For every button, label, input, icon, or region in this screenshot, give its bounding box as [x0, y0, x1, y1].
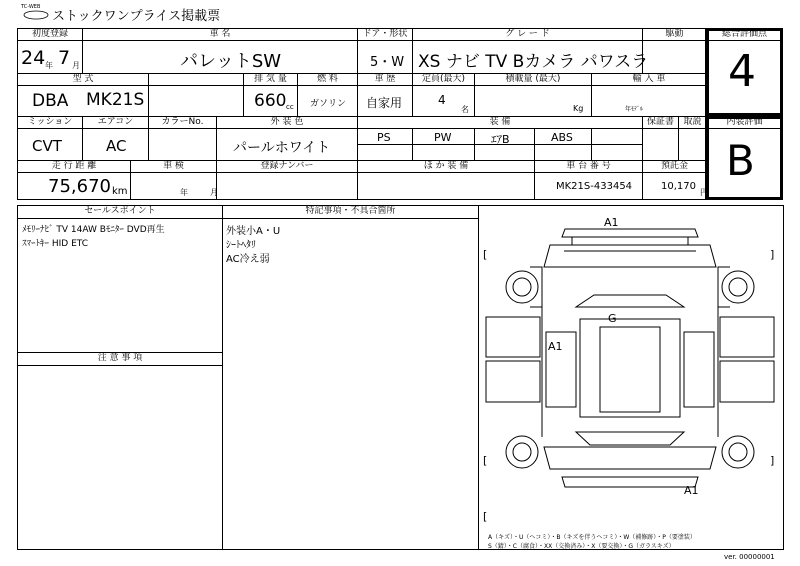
fuel-label: 燃 料 — [317, 74, 338, 84]
chassis-label: 車 台 番 号 — [566, 161, 611, 171]
equipment-item: ｴｱB — [491, 133, 510, 146]
reg-year: 24 — [21, 47, 46, 69]
interior-score: B — [726, 136, 755, 185]
capacity-unit: 名 — [461, 105, 469, 114]
diagram-legend-line: S（錆）・C（腐食）・XX（交換済み）・X（要交換）・G（ガラスキズ） — [488, 543, 675, 550]
chassis-number: MK21S-433454 — [556, 181, 633, 192]
mission-label: ミッション — [27, 117, 73, 127]
car-diagram — [480, 207, 782, 535]
notes-label: 特記事項・不具合箇所 — [305, 206, 396, 216]
mileage: 75,670 — [48, 176, 111, 197]
bracket-open: [ — [483, 510, 488, 523]
fuel: ガソリン — [310, 99, 347, 109]
aircon: AC — [106, 137, 127, 155]
exterior-color-label: 外 装 色 — [270, 117, 304, 127]
mission: CVT — [32, 137, 62, 155]
price-label: 預託金 — [660, 161, 688, 171]
bracket-open: [ — [483, 248, 488, 261]
warranty-label: 保証書 — [646, 117, 674, 127]
history-label: 車 歴 — [374, 74, 396, 84]
bracket-close: ] — [770, 248, 775, 261]
grade-label: グ レ ー ド — [505, 29, 550, 39]
grade: XS ナビ TV Bカメラ パワスラ — [418, 52, 649, 72]
capacity-label: 定員(最大) — [421, 74, 466, 84]
model-code: MK21S — [86, 90, 145, 110]
drive-label: 駆動 — [665, 29, 684, 39]
manual-label: 取説 — [683, 117, 702, 127]
equipment-item: PW — [434, 131, 452, 144]
bracket-open: [ — [483, 454, 488, 467]
logo-text: TC-WEB — [21, 4, 41, 10]
diagram-legend-line: A（キズ）・U（ヘコミ）・B（キズを伴うヘコミ）・W（補修跡）・P（要塗装） — [488, 534, 696, 541]
car-name-label: 車 名 — [209, 29, 231, 39]
mileage-unit: km — [112, 186, 128, 197]
damage-mark-rear: A1 — [684, 484, 699, 497]
reg-year-unit: 年 — [45, 61, 53, 70]
aircon-label: エアコン — [97, 117, 134, 127]
bracket-close: ] — [770, 454, 775, 467]
deposit-unit: 円 — [700, 188, 708, 197]
model-label: 型 式 — [72, 74, 94, 84]
inspection-label: 車 検 — [163, 161, 184, 171]
other-equipment-label: ほ か 装 備 — [423, 161, 469, 171]
exterior-color: パールホワイト — [233, 140, 331, 156]
inspection-month-unit: 月 — [210, 188, 218, 197]
overall-score-label: 総合評価点 — [721, 29, 767, 39]
equipment-item: ABS — [551, 131, 573, 144]
model-prefix: DBA — [32, 91, 69, 111]
door-shape-label: ドア・形状 — [362, 29, 408, 39]
deposit-amount: 10,170 — [661, 181, 696, 192]
interior-score-label: 内装評価 — [726, 117, 763, 127]
load-unit: Kg — [573, 104, 584, 113]
import-note: 年ﾓﾃﾞﾙ — [625, 106, 644, 113]
version: ver. 00000001 — [724, 553, 775, 561]
document-title: ストックワンプライス掲載票 — [52, 9, 221, 24]
load-label: 積載量 (最大) — [505, 74, 561, 84]
displacement: 660 — [254, 91, 287, 111]
equipment-label: 装 備 — [489, 117, 511, 127]
door-shape: 5・W — [370, 55, 405, 70]
reg-month: 7 — [58, 47, 71, 69]
sales-point-line: ｽﾏｰﾄｷｰ HID ETC — [22, 239, 89, 249]
damage-mark-roof: G — [608, 312, 617, 325]
displacement-unit: cc — [286, 103, 294, 111]
car-name: パレットSW — [180, 51, 282, 72]
overall-score: 4 — [728, 46, 756, 97]
sales-point-line: ﾒﾓﾘｰﾅﾋﾞ TV 14AW Bﾓﾆﾀｰ DVD再生 — [22, 225, 165, 235]
history: 自家用 — [366, 96, 403, 110]
equipment-item: PS — [377, 131, 391, 144]
note-line: 外装小A・U — [226, 226, 281, 237]
sales-points-label: セールスポイント — [84, 206, 156, 216]
note-line: AC冷え弱 — [226, 254, 270, 265]
displacement-label: 排 気 量 — [254, 74, 287, 84]
damage-mark-front: A1 — [604, 216, 619, 229]
caution-label: 注 意 事 項 — [97, 353, 143, 363]
plate-label: 登録ナンバー — [260, 161, 314, 171]
damage-mark-side: A1 — [548, 340, 563, 353]
inspection-year-unit: 年 — [180, 188, 188, 197]
import-label: 輸 入 車 — [632, 74, 666, 84]
color-no-label: カラーNo. — [161, 117, 204, 127]
first-reg-label: 初度登録 — [31, 29, 68, 39]
mileage-label: 走 行 距 離 — [51, 161, 97, 171]
capacity: 4 — [438, 93, 446, 107]
reg-month-unit: 月 — [72, 61, 80, 70]
note-line: ｼｰﾄﾍﾀﾘ — [226, 240, 256, 251]
